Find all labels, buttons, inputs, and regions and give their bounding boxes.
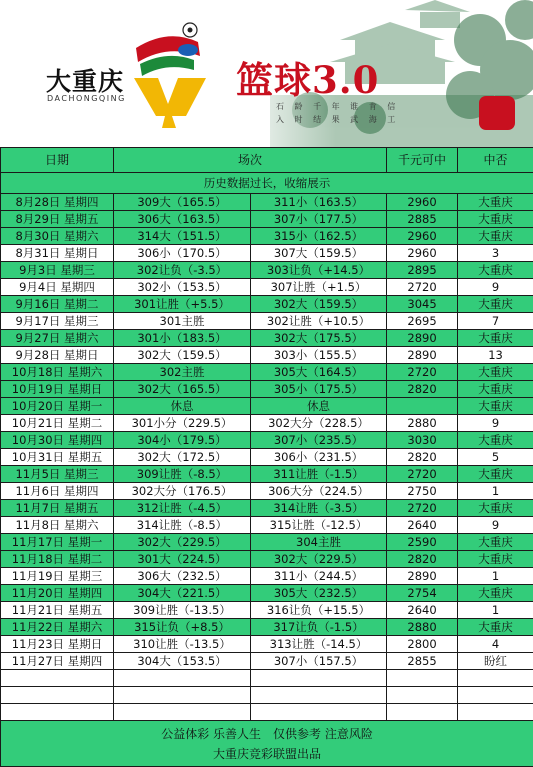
table-row (1, 585, 533, 602)
cell-result: 大重庆 (458, 211, 533, 228)
cell-match-2: 302让胜（+10.5） (251, 313, 387, 330)
header-banner (0, 0, 533, 147)
slogan-line-2: 入 时 结 果 武 海 工 (276, 114, 399, 125)
brand-name: 大重庆 (46, 62, 124, 98)
cell-amount: 2720 (387, 500, 458, 517)
table-row (1, 398, 533, 415)
cell-match-1: 309让胜（-8.5） (114, 466, 251, 483)
table-row (1, 551, 533, 568)
cell-amount (387, 398, 458, 415)
cell-amount: 2890 (387, 568, 458, 585)
table-row (1, 381, 533, 398)
cell-date: 10月19日 星期日 (1, 381, 114, 398)
cell-result: 3 (458, 245, 533, 262)
cell-date: 11月20日 星期四 (1, 585, 114, 602)
cell-date: 11月27日 星期四 (1, 653, 114, 670)
cell-amount: 2960 (387, 194, 458, 211)
cell-result: 9 (458, 517, 533, 534)
cell-amount: 2895 (387, 262, 458, 279)
empty-row (1, 704, 533, 721)
cell-date: 11月23日 星期日 (1, 636, 114, 653)
cell-amount: 2754 (387, 585, 458, 602)
table-row (1, 262, 533, 279)
cell-match-2: 313让胜（-14.5） (251, 636, 387, 653)
cell-result: 大重庆 (458, 262, 533, 279)
cell-match-1: 休息 (114, 398, 251, 415)
table-row (1, 330, 533, 347)
results-table (0, 147, 533, 767)
empty-cell (387, 670, 458, 687)
cell-match-2: 302大（175.5） (251, 330, 387, 347)
cell-result: 4 (458, 636, 533, 653)
cell-match-1: 314大（151.5） (114, 228, 251, 245)
table-row (1, 296, 533, 313)
cell-date: 10月31日 星期五 (1, 449, 114, 466)
cell-amount: 2880 (387, 415, 458, 432)
cell-amount: 2890 (387, 347, 458, 364)
cell-match-2: 307小（177.5） (251, 211, 387, 228)
cell-date: 9月28日 星期日 (1, 347, 114, 364)
cell-match-2: 315小（162.5） (251, 228, 387, 245)
cell-date: 10月20日 星期一 (1, 398, 114, 415)
cell-result: 大重庆 (458, 364, 533, 381)
empty-cell (251, 687, 387, 704)
cell-amount: 3045 (387, 296, 458, 313)
cell-date: 8月29日 星期五 (1, 211, 114, 228)
cell-date: 8月31日 星期日 (1, 245, 114, 262)
cell-amount: 2750 (387, 483, 458, 500)
cell-match-2: 311让胜（-1.5） (251, 466, 387, 483)
cell-result: 1 (458, 602, 533, 619)
table-row (1, 279, 533, 296)
notice-row (1, 173, 533, 194)
cell-match-1: 302大（229.5） (114, 534, 251, 551)
cell-amount: 2820 (387, 551, 458, 568)
cell-match-1: 302让负（-3.5） (114, 262, 251, 279)
cell-amount: 2820 (387, 381, 458, 398)
cell-result: 9 (458, 415, 533, 432)
empty-cell (114, 687, 251, 704)
cell-result: 1 (458, 568, 533, 585)
footer-cell (1, 721, 533, 767)
cell-result: 盼红 (458, 653, 533, 670)
empty-cell (251, 704, 387, 721)
cell-amount: 2720 (387, 466, 458, 483)
slogan-line-1: 石 龄 千 年 谁 肯 信 (276, 101, 399, 112)
empty-cell (458, 704, 533, 721)
cell-match-1: 309大（165.5） (114, 194, 251, 211)
table-row (1, 517, 533, 534)
cell-match-1: 302大（159.5） (114, 347, 251, 364)
cell-date: 9月16日 星期二 (1, 296, 114, 313)
cell-amount: 2720 (387, 279, 458, 296)
cell-match-1: 301小（183.5） (114, 330, 251, 347)
cell-match-2: 305小（175.5） (251, 381, 387, 398)
cell-date: 9月17日 星期三 (1, 313, 114, 330)
table-row (1, 449, 533, 466)
empty-row (1, 670, 533, 687)
cell-result: 大重庆 (458, 398, 533, 415)
empty-cell (114, 670, 251, 687)
table-row (1, 653, 533, 670)
cell-amount: 2960 (387, 245, 458, 262)
cell-match-1: 302大分（176.5） (114, 483, 251, 500)
cell-date: 10月21日 星期二 (1, 415, 114, 432)
cell-result: 大重庆 (458, 466, 533, 483)
cell-amount: 2640 (387, 517, 458, 534)
cell-match-1: 306大（232.5） (114, 568, 251, 585)
cell-match-1: 302主胜 (114, 364, 251, 381)
cell-match-1: 304大（221.5） (114, 585, 251, 602)
cell-match-1: 309让胜（-13.5） (114, 602, 251, 619)
cell-result: 大重庆 (458, 619, 533, 636)
cell-match-2: 307大（159.5） (251, 245, 387, 262)
cell-date: 11月17日 星期一 (1, 534, 114, 551)
table-row (1, 602, 533, 619)
cell-match-1: 301让胜（+5.5） (114, 296, 251, 313)
empty-cell (458, 687, 533, 704)
cell-match-2: 314让胜（-3.5） (251, 500, 387, 517)
table-row (1, 364, 533, 381)
cell-amount: 2880 (387, 619, 458, 636)
table-row (1, 466, 533, 483)
table-row (1, 636, 533, 653)
cell-amount: 2855 (387, 653, 458, 670)
cell-date: 11月5日 星期三 (1, 466, 114, 483)
table-row (1, 228, 533, 245)
cell-match-2: 304主胜 (251, 534, 387, 551)
footer-credit: 大重庆竞彩联盟出品 (1, 744, 533, 764)
table-row (1, 211, 533, 228)
table-row (1, 500, 533, 517)
cell-match-2: 311小（163.5） (251, 194, 387, 211)
table-row (1, 432, 533, 449)
header-date: 日期 (1, 148, 114, 173)
cell-amount: 2590 (387, 534, 458, 551)
header-match: 场次 (114, 148, 387, 173)
cell-result: 5 (458, 449, 533, 466)
cell-result: 大重庆 (458, 551, 533, 568)
cell-result: 1 (458, 483, 533, 500)
cell-result: 大重庆 (458, 330, 533, 347)
cell-match-1: 315让负（+8.5） (114, 619, 251, 636)
footer-disclaimer: 公益体彩 乐善人生 仅供参考 注意风险 (1, 724, 533, 744)
cell-date: 10月18日 星期六 (1, 364, 114, 381)
table-row (1, 347, 533, 364)
cell-match-2: 303小（155.5） (251, 347, 387, 364)
empty-cell (387, 687, 458, 704)
brand-logo-icon (128, 20, 228, 130)
header-amount: 千元可中 (387, 148, 458, 173)
cell-match-2: 307让胜（+1.5） (251, 279, 387, 296)
cell-date: 9月3日 星期三 (1, 262, 114, 279)
cell-date: 11月18日 星期二 (1, 551, 114, 568)
cell-match-2: 311小（244.5） (251, 568, 387, 585)
cell-result: 大重庆 (458, 194, 533, 211)
footer-row (1, 721, 533, 767)
cell-amount: 2960 (387, 228, 458, 245)
empty-row (1, 687, 533, 704)
cell-date: 11月6日 星期四 (1, 483, 114, 500)
cell-match-1: 310让胜（-13.5） (114, 636, 251, 653)
cell-match-2: 306大分（224.5） (251, 483, 387, 500)
table-row (1, 534, 533, 551)
empty-cell (387, 704, 458, 721)
brand-subtitle: DACHONGQING (47, 94, 126, 103)
cell-date: 8月30日 星期六 (1, 228, 114, 245)
cell-result: 大重庆 (458, 381, 533, 398)
table-row (1, 483, 533, 500)
cell-match-2: 307小（235.5） (251, 432, 387, 449)
cell-match-1: 306小（170.5） (114, 245, 251, 262)
cell-match-2: 306小（231.5） (251, 449, 387, 466)
page-title: 篮球3.0 (236, 50, 379, 104)
empty-cell (1, 704, 114, 721)
cell-amount: 2820 (387, 449, 458, 466)
cell-match-1: 302小（153.5） (114, 279, 251, 296)
empty-cell (1, 670, 114, 687)
cell-match-2: 317让负（-1.5） (251, 619, 387, 636)
empty-cell (1, 687, 114, 704)
cell-match-2: 315让胜（-12.5） (251, 517, 387, 534)
cell-date: 9月4日 星期四 (1, 279, 114, 296)
cell-match-1: 304小（179.5） (114, 432, 251, 449)
header-result: 中否 (458, 148, 533, 173)
cell-match-1: 304大（153.5） (114, 653, 251, 670)
cell-date: 10月30日 星期四 (1, 432, 114, 449)
cell-match-2: 302大分（228.5） (251, 415, 387, 432)
cell-date: 8月28日 星期四 (1, 194, 114, 211)
cell-match-1: 314让胜（-8.5） (114, 517, 251, 534)
notice-text: 历史数据过长，收缩展示 (1, 173, 533, 194)
cell-amount: 2890 (387, 330, 458, 347)
cell-match-2: 305大（232.5） (251, 585, 387, 602)
cell-date: 11月19日 星期三 (1, 568, 114, 585)
cell-match-1: 312让胜（-4.5） (114, 500, 251, 517)
cell-date: 9月27日 星期六 (1, 330, 114, 347)
empty-cell (114, 704, 251, 721)
cell-result: 7 (458, 313, 533, 330)
empty-cell (251, 670, 387, 687)
cell-amount: 3030 (387, 432, 458, 449)
cell-match-1: 301主胜 (114, 313, 251, 330)
cell-result: 大重庆 (458, 432, 533, 449)
cell-match-2: 305大（164.5） (251, 364, 387, 381)
cell-result: 大重庆 (458, 585, 533, 602)
cell-match-1: 302大（172.5） (114, 449, 251, 466)
cell-amount: 2800 (387, 636, 458, 653)
cell-amount: 2885 (387, 211, 458, 228)
cell-match-2: 302大（159.5） (251, 296, 387, 313)
cell-result: 13 (458, 347, 533, 364)
table-row (1, 568, 533, 585)
cell-amount: 2695 (387, 313, 458, 330)
empty-cell (458, 670, 533, 687)
cell-match-2: 307小（157.5） (251, 653, 387, 670)
cell-result: 大重庆 (458, 296, 533, 313)
cell-result: 大重庆 (458, 500, 533, 517)
cell-result: 大重庆 (458, 228, 533, 245)
cell-amount: 2720 (387, 364, 458, 381)
table-row (1, 245, 533, 262)
cell-match-2: 休息 (251, 398, 387, 415)
table-row (1, 619, 533, 636)
cell-match-2: 316让负（+15.5） (251, 602, 387, 619)
cell-match-2: 303让负（+14.5） (251, 262, 387, 279)
cell-result: 9 (458, 279, 533, 296)
cell-date: 11月8日 星期六 (1, 517, 114, 534)
cell-date: 11月22日 星期六 (1, 619, 114, 636)
cell-date: 11月7日 星期五 (1, 500, 114, 517)
table-header-row (1, 148, 533, 173)
cell-amount: 2640 (387, 602, 458, 619)
cell-match-1: 302大（165.5） (114, 381, 251, 398)
table-row (1, 194, 533, 211)
cell-match-1: 306大（163.5） (114, 211, 251, 228)
cell-date: 11月21日 星期五 (1, 602, 114, 619)
red-seal-stamp (479, 96, 515, 130)
cell-match-2: 302大（229.5） (251, 551, 387, 568)
cell-result: 大重庆 (458, 534, 533, 551)
cell-match-1: 301大（224.5） (114, 551, 251, 568)
table-row (1, 313, 533, 330)
table-row (1, 415, 533, 432)
cell-match-1: 301小分（229.5） (114, 415, 251, 432)
